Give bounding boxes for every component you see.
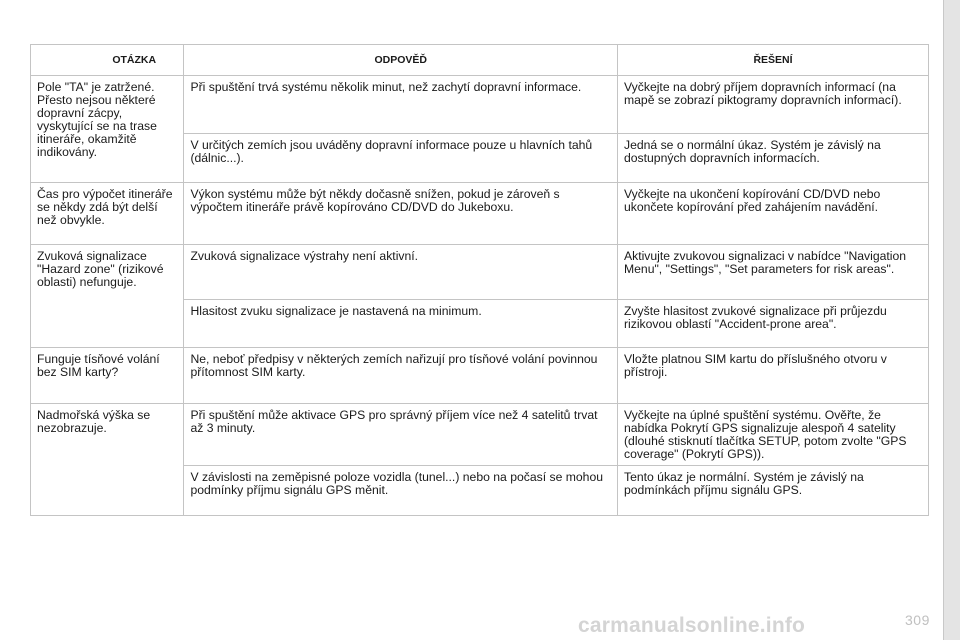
solution-cell: Zvyšte hlasitost zvukové signalizace při průjezdu rizikovou oblastí "Accident-prone area".	[617, 300, 928, 348]
question-cell: Pole "TA" je zatržené. Přesto nejsou některé dopravní zácpy, vyskytující se na trase itineráře, okamžitě indikovány.	[31, 76, 184, 183]
question-cell: Čas pro výpočet itineráře se někdy zdá být delší než obvykle.	[31, 183, 184, 245]
troubleshooting-table	[30, 44, 929, 516]
answer-cell: Zvuková signalizace výstrahy není aktivní.	[184, 245, 618, 300]
watermark-text: carmanualsonline.info	[578, 614, 806, 637]
header-question: OTÁZKA	[31, 45, 184, 76]
header-solution: ŘEŠENÍ	[617, 45, 928, 76]
page-number: 309	[905, 612, 930, 628]
header-answer: ODPOVĚĎ	[184, 45, 618, 76]
table-header-row	[31, 45, 929, 76]
solution-cell: Vyčkejte na dobrý příjem dopravních informací (na mapě se zobrazí piktogramy dopravních informací).	[617, 76, 928, 134]
answer-cell: Při spuštění může aktivace GPS pro správný příjem více než 4 satelitů trvat až 3 minuty.	[184, 404, 618, 466]
answer-cell: V závislosti na zeměpisné poloze vozidla (tunel...) nebo na počasí se mohou podmínky příjmu signálu GPS měnit.	[184, 466, 618, 516]
solution-cell: Tento úkaz je normální. Systém je závislý na podmínkách příjmu signálu GPS.	[617, 466, 928, 516]
table-row	[31, 348, 929, 404]
solution-cell: Vyčkejte na úplné spuštění systému. Ověřte, že nabídka Pokrytí GPS signalizuje alespoň 4 satelity (dlouhé stisknutí tlačítka SETUP, potom zvolte "GPS coverage" (Pokrytí GPS)).	[617, 404, 928, 466]
table-row	[31, 76, 929, 134]
question-cell: Nadmořská výška se nezobrazuje.	[31, 404, 184, 516]
answer-cell: Hlasitost zvuku signalizace je nastavená na minimum.	[184, 300, 618, 348]
scrollbar-track[interactable]	[944, 0, 960, 640]
answer-cell: Při spuštění trvá systému několik minut, než zachytí dopravní informace.	[184, 76, 618, 134]
solution-cell: Vložte platnou SIM kartu do příslušného otvoru v přístroji.	[617, 348, 928, 404]
table-row	[31, 404, 929, 466]
question-cell: Funguje tísňové volání bez SIM karty?	[31, 348, 184, 404]
question-cell: Zvuková signalizace "Hazard zone" (rizikové oblasti) nefunguje.	[31, 245, 184, 348]
table-row	[31, 245, 929, 300]
answer-cell: Výkon systému může být někdy dočasně snížen, pokud je zároveň s výpočtem itineráře právě kopírováno CD/DVD do Jukeboxu.	[184, 183, 618, 245]
solution-cell: Jedná se o normální úkaz. Systém je závislý na dostupných dopravních informacích.	[617, 134, 928, 183]
answer-cell: Ne, neboť předpisy v některých zemích nařizují pro tísňové volání povinnou přítomnost SIM karty.	[184, 348, 618, 404]
solution-cell: Aktivujte zvukovou signalizaci v nabídce "Navigation Menu", "Settings", "Set parameters for risk areas".	[617, 245, 928, 300]
solution-cell: Vyčkejte na ukončení kopírování CD/DVD nebo ukončete kopírování před zahájením navádění.	[617, 183, 928, 245]
table-row	[31, 183, 929, 245]
answer-cell: V určitých zemích jsou uváděny dopravní informace pouze u hlavních tahů (dálnic...).	[184, 134, 618, 183]
